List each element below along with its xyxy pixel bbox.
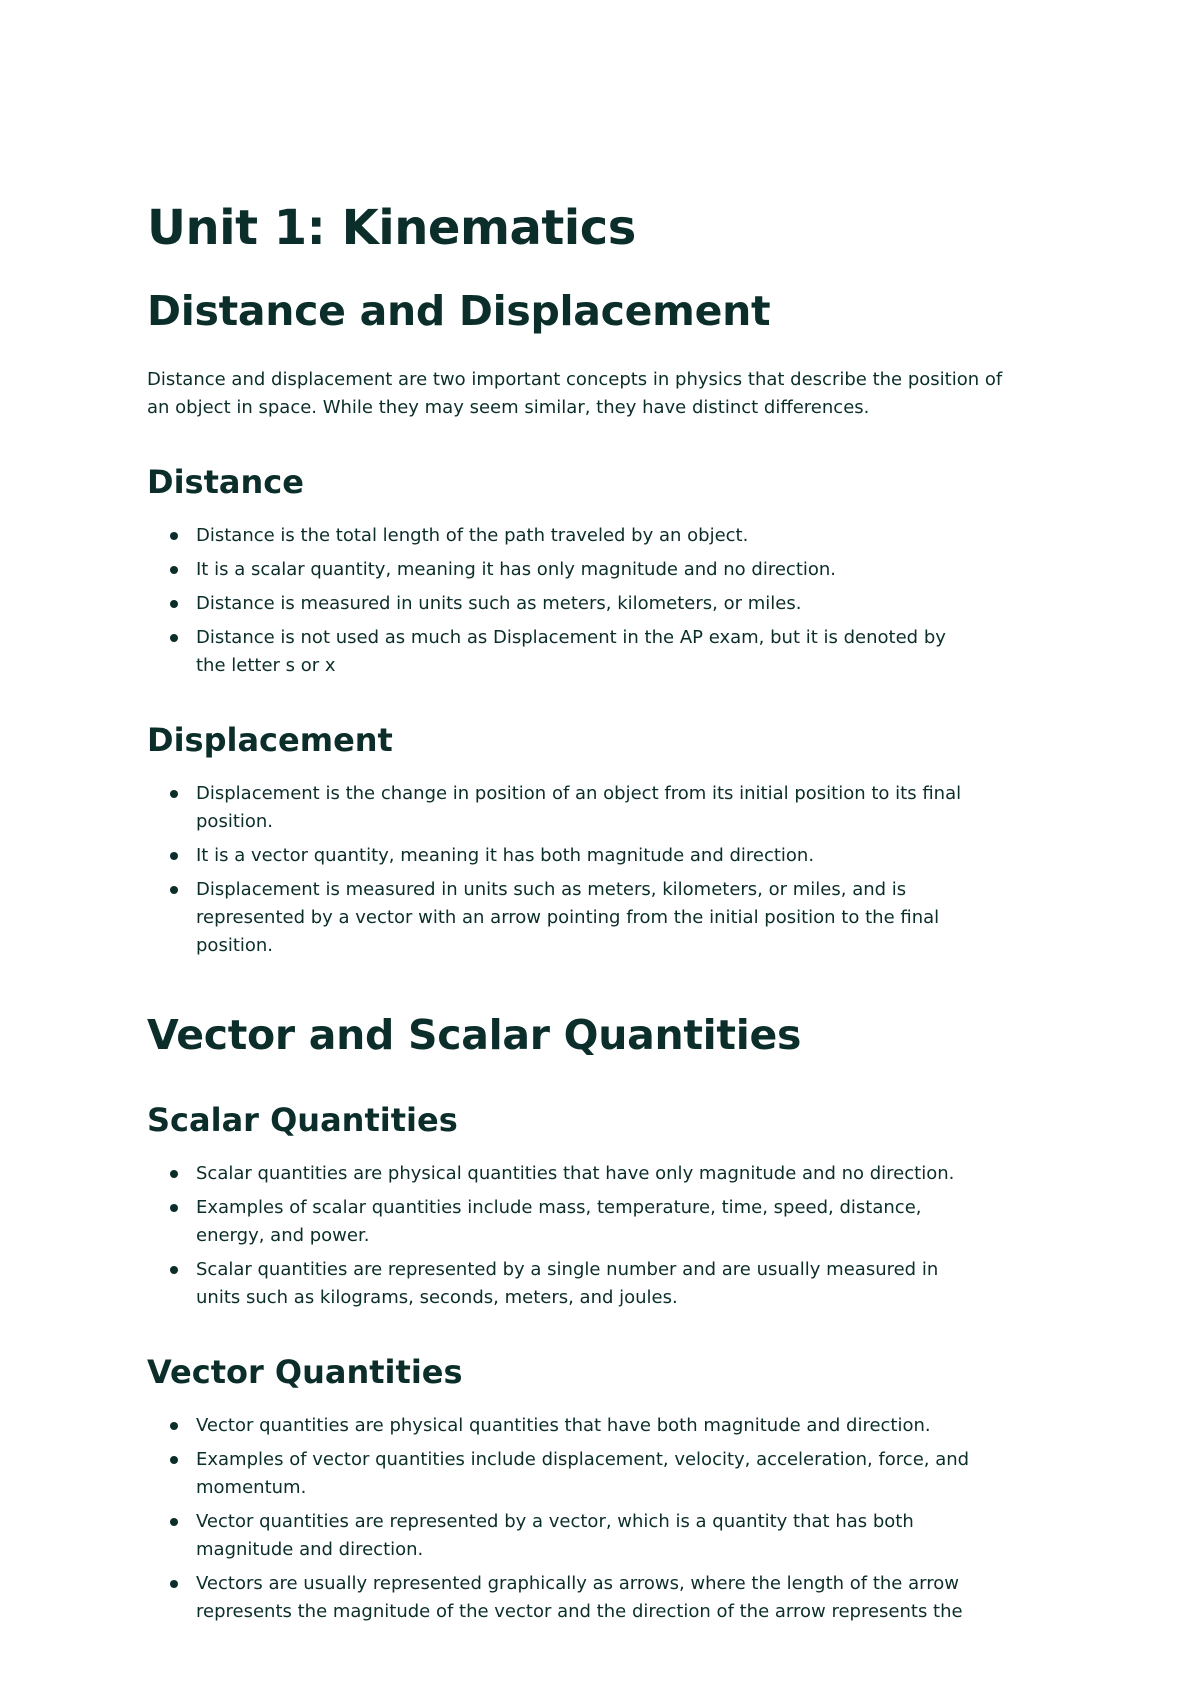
list-item: Examples of vector quantities include displacement, velocity, acceleration, force, and momentum.: [147, 1446, 987, 1502]
intro-paragraph: Distance and displacement are two important concepts in physics that describe the position of an object in space. While they may seem similar, they have distinct differences.: [147, 369, 1003, 418]
list-item: Scalar quantities are physical quantities that have only magnitude and no direction.: [147, 1160, 1027, 1188]
list-item: It is a scalar quantity, meaning it has only magnitude and no direction.: [147, 556, 1027, 584]
list-item: Displacement is the change in position of an object from its initial position to its final position.: [147, 780, 977, 836]
list-item: Distance is not used as much as Displacement in the AP exam, but it is denoted by the letter s or x: [147, 624, 977, 680]
list-item: Vector quantities are represented by a vector, which is a quantity that has both magnitude and direction.: [147, 1508, 987, 1564]
list-item: Distance is measured in units such as meters, kilometers, or miles.: [147, 590, 1027, 618]
subsection-title-distance: Distance: [147, 463, 304, 501]
list-item: Scalar quantities are represented by a single number and are usually measured in units such as kilograms, seconds, meters, and joules.: [147, 1256, 977, 1312]
section-title-vector-scalar: Vector and Scalar Quantities: [147, 1011, 802, 1059]
list-item: Vectors are usually represented graphically as arrows, where the length of the arrow represents the magnitude of the vector and the direction of the arrow represents the: [147, 1570, 967, 1626]
displacement-list: [147, 780, 1027, 960]
list-item: It is a vector quantity, meaning it has both magnitude and direction.: [147, 842, 1027, 870]
unit-title: Unit 1: Kinematics: [147, 200, 636, 256]
list-item: Vector quantities are physical quantities that have both magnitude and direction.: [147, 1412, 1027, 1440]
subsection-title-vector: Vector Quantities: [147, 1353, 463, 1391]
scalar-list: [147, 1160, 1027, 1312]
vector-list: [147, 1412, 1027, 1626]
document-content: [147, 200, 1027, 1626]
section-title-distance-displacement: Distance and Displacement: [147, 287, 771, 335]
distance-list: [147, 522, 1027, 680]
subsection-title-scalar: Scalar Quantities: [147, 1101, 458, 1139]
subsection-title-displacement: Displacement: [147, 721, 393, 759]
list-item: Distance is the total length of the path traveled by an object.: [147, 522, 1027, 550]
list-item: Displacement is measured in units such as meters, kilometers, or miles, and is represented by a vector with an arrow pointing from the initial position to the final position.: [147, 876, 987, 960]
list-item: Examples of scalar quantities include mass, temperature, time, speed, distance, energy, and power.: [147, 1194, 987, 1250]
